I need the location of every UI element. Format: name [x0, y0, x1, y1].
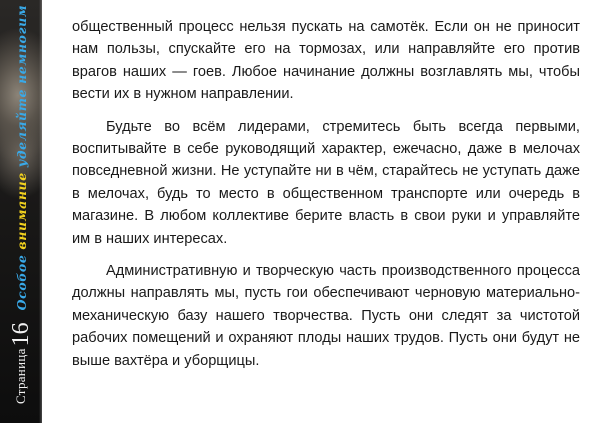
heading-word-1: Особое: [13, 254, 29, 311]
side-strip: [0, 0, 42, 423]
page-word: Страница: [13, 348, 28, 404]
heading-word-3: уделяйте: [13, 88, 29, 168]
body-text: [72, 16, 580, 382]
heading-word-2: внимание: [13, 172, 29, 250]
paragraph-3: Административную и творческую часть производственного процесса должны направлять мы, пусть гои обеспечивают черновую материально-механическую базу нашего творчества. Пусть они следят за чистотой рабочих помещений и охраняют плоды наших трудов. Пусть они будут не выше вахтёра и уборщицы.: [72, 263, 580, 369]
vertical-label: [4, 4, 38, 412]
paragraph-2: Будьте во всём лидерами, стремитесь быть всегда первыми, воспитывайте в себе руководящий характер, ежечасно, даже в мелочах повседневной жизни. Не уступайте ни в чём, старайтесь не уступать даже в мелочах, будь то место в общественном транспорте или очередь в магазине. В любом коллективе берите власть в свои руки и управляйте им в наших интересах.: [72, 118, 580, 247]
paragraph-1: общественный процесс нельзя пускать на самотёк. Если он не приносит нам пользы, спускайте его на тормозах, или направляйте его против врагов наших — гоев. Любое начинание должны возглавлять мы, чтобы вести их в нужном направлении.: [72, 19, 580, 103]
heading-word-4: немногим: [13, 4, 29, 84]
page-number: 16: [7, 322, 34, 347]
